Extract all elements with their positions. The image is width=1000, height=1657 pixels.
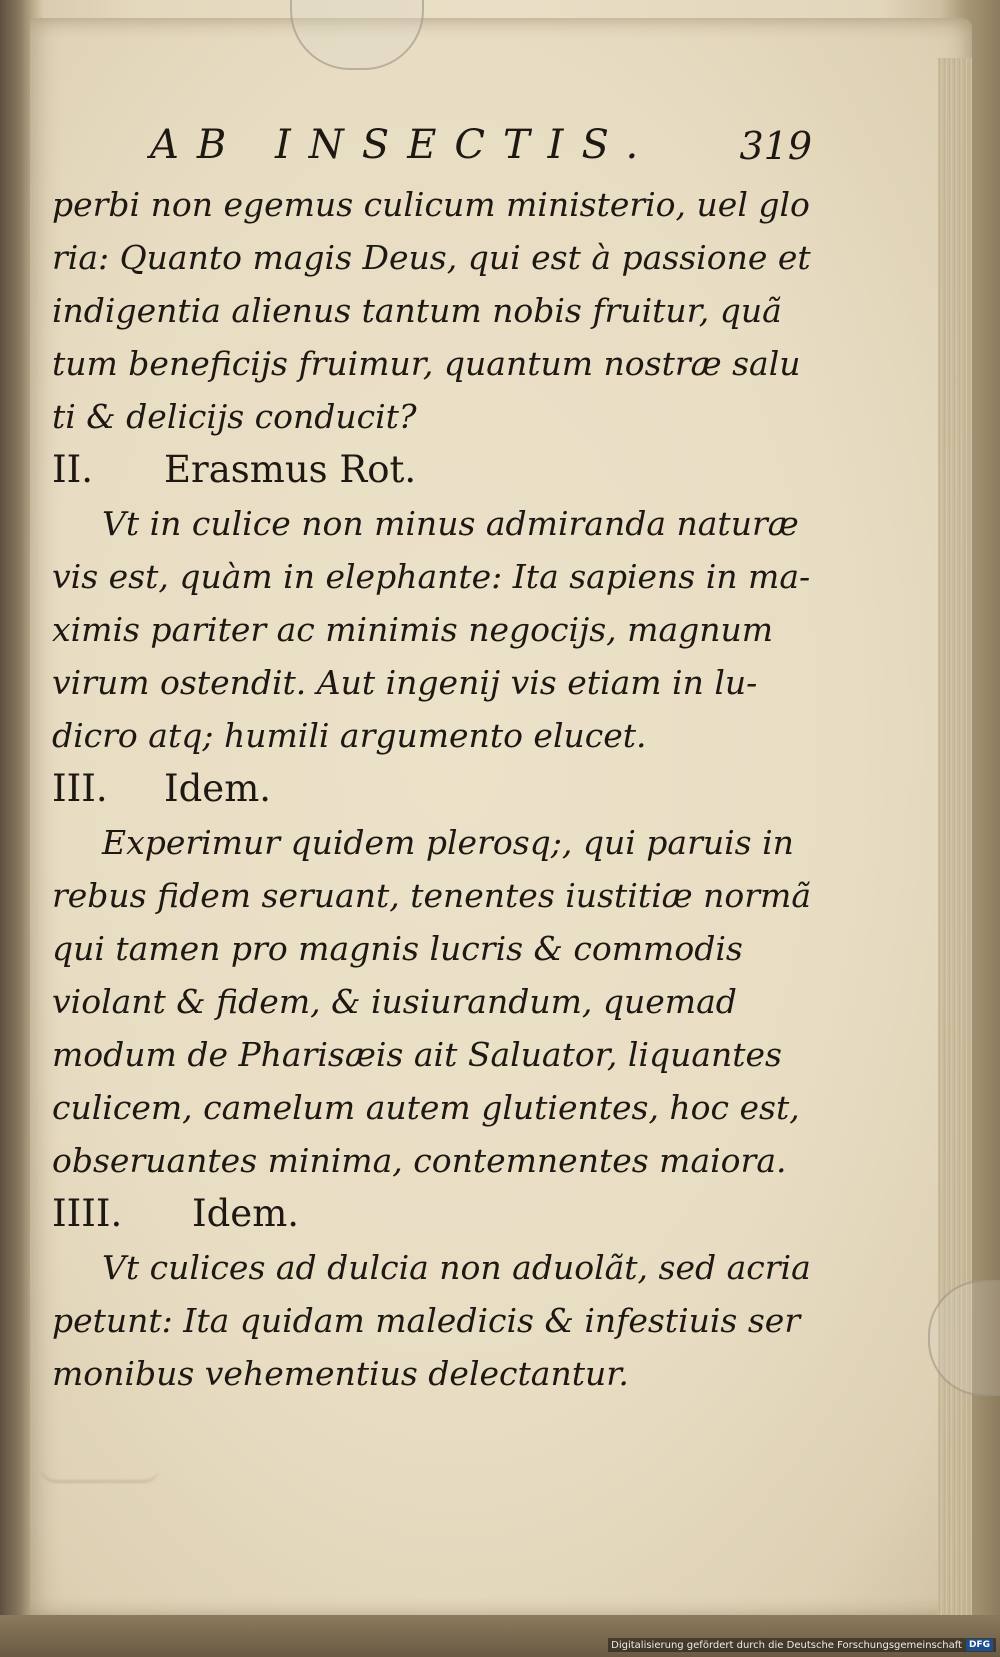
- text-line: indigentia alienus tantum nobis fruitur, quã: [52, 291, 782, 330]
- text-line: Vt culices ad dulcia non aduolãt, sed acria: [102, 1248, 811, 1287]
- page-number: 319: [739, 124, 812, 168]
- section-title: Idem.: [192, 1192, 300, 1235]
- text-line: violant & fidem, & iusiurandum, quemad: [52, 982, 737, 1021]
- text-line: obseruantes minima, contemnentes maiora.: [52, 1141, 787, 1180]
- page-header: [52, 118, 812, 178]
- text-line: qui tamen pro magnis lucris & commodis: [52, 929, 743, 968]
- page-text: [52, 118, 812, 1400]
- section-title: Erasmus Rot.: [164, 448, 417, 491]
- paragraph-1: [52, 178, 812, 443]
- paragraph-4: [52, 1241, 812, 1400]
- dfg-logo-icon: DFG: [966, 1639, 993, 1651]
- paragraph-2: [52, 497, 812, 762]
- credit-text: Digitalisierung gefördert durch die Deutsche Forschungsgemeinschaft: [611, 1639, 962, 1651]
- text-line: rebus fidem seruant, tenentes iustitiæ normã: [52, 876, 811, 915]
- text-line: ximis pariter ac minimis negocijs, magnum: [52, 610, 774, 649]
- text-line: virum ostendit. Aut ingenij vis etiam in lu-: [52, 663, 758, 702]
- digitization-credit: [608, 1638, 996, 1652]
- text-line: tum beneficijs fruimur, quantum nostræ salu: [52, 344, 801, 383]
- text-line: ria: Quanto magis Deus, qui est à passione et: [52, 238, 811, 277]
- section-title: Idem.: [164, 767, 272, 810]
- faded-library-stamp: [40, 1450, 160, 1483]
- paragraph-3: [52, 816, 812, 1187]
- text-line: petunt: Ita quidam maledicis & infestiuis ser: [52, 1301, 801, 1340]
- text-line: culicem, camelum autem glutientes, hoc est,: [52, 1088, 800, 1127]
- text-line: dicro atq; humili argumento elucet.: [52, 716, 647, 755]
- section-number: IIII.: [52, 1192, 123, 1235]
- text-line: ti & delicijs conducit?: [52, 397, 417, 436]
- running-title: AB INSECTIS.: [150, 122, 657, 168]
- text-line: vis est, quàm in elephante: Ita sapiens in ma-: [52, 557, 811, 596]
- section-heading-2: [52, 443, 812, 497]
- text-line: monibus vehementius delectantur.: [52, 1354, 629, 1393]
- section-heading-4: [52, 1187, 812, 1241]
- text-line: perbi non egemus culicum ministerio, uel glo: [52, 185, 810, 224]
- section-number: II.: [52, 448, 93, 491]
- text-line: Experimur quidem plerosq;, qui paruis in: [102, 823, 794, 862]
- text-line: Vt in culice non minus admiranda naturæ: [102, 504, 799, 543]
- section-heading-3: [52, 762, 812, 816]
- text-line: modum de Pharisæis ait Saluator, liquantes: [52, 1035, 782, 1074]
- section-number: III.: [52, 767, 108, 810]
